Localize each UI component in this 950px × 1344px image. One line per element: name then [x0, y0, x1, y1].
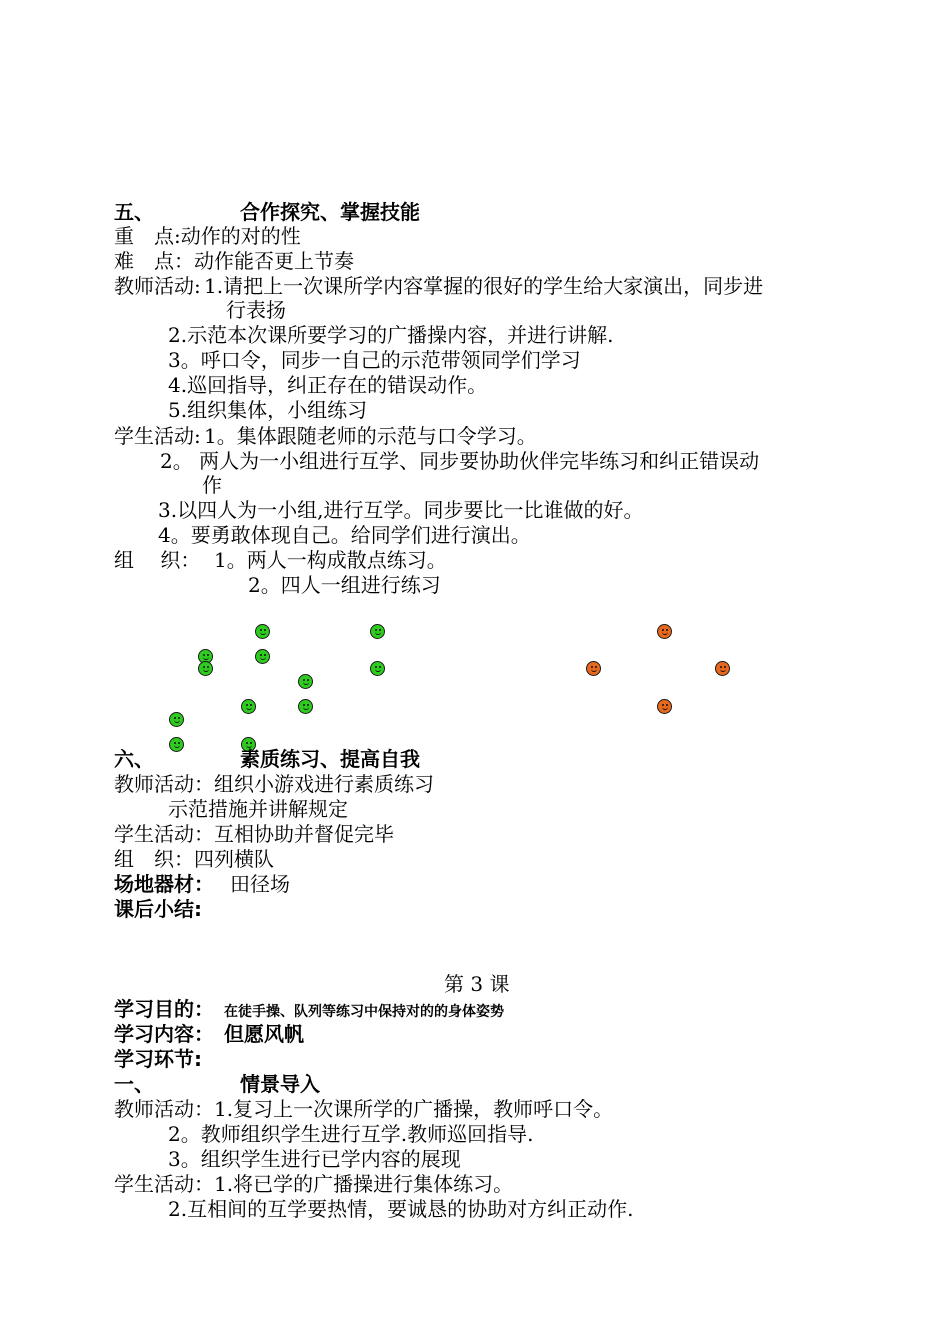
smiley-face-icon — [255, 624, 270, 639]
smiley-face-icon — [715, 661, 730, 676]
lesson-heading: 第 3 课 — [444, 972, 510, 996]
s6-student-activity: 学生活动：互相协助并督促完毕 — [114, 822, 394, 846]
organization-label: 组 织： — [114, 548, 201, 572]
learning-steps-label: 学习环节: — [114, 1047, 202, 1071]
learning-content: 但愿风帆 — [224, 1022, 304, 1046]
section-5-title: 合作探究、掌握技能 — [240, 200, 420, 224]
section-6-number: 六、 — [114, 747, 154, 771]
smiley-face-icon — [657, 699, 672, 714]
student-activity-1: 1。集体跟随老师的示范与口令学习。 — [204, 424, 537, 448]
section-5-number: 五、 — [114, 200, 154, 224]
teacher-activity-2: 2.示范本次课所要学习的广播操内容，并进行讲解. — [168, 323, 614, 347]
smiley-face-icon — [586, 661, 601, 676]
smiley-face-icon — [298, 699, 313, 714]
learning-content-label: 学习内容： — [114, 1022, 214, 1046]
smiley-face-icon — [255, 649, 270, 664]
l3-student-activity-1: 学生活动：1.将已学的广播操进行集体练习。 — [114, 1172, 514, 1196]
s6-organization: 组 织：四列横队 — [114, 847, 274, 871]
student-activity-4: 4。要勇敢体现自己。给同学们进行演出。 — [158, 523, 531, 547]
smiley-face-icon — [198, 661, 213, 676]
organization-2: 2。四人一组进行练习 — [248, 573, 441, 597]
section-6-title: 素质练习、提高自我 — [240, 747, 420, 771]
learning-goal-label: 学习目的： — [114, 997, 214, 1021]
smiley-face-icon — [169, 712, 184, 727]
student-activity-3: 3.以四人为一小组,进行互学。同步要比一比谁做的好。 — [158, 498, 644, 522]
smiley-face-icon — [298, 674, 313, 689]
smiley-face-icon — [370, 661, 385, 676]
student-activity-2: 2。 两人为一小组进行互学、同步要协助伙伴完毕练习和纠正错误动 — [160, 449, 760, 473]
smiley-face-icon — [370, 624, 385, 639]
difficulty: 难 点：动作能否更上节奏 — [114, 249, 354, 273]
after-class-summary-label: 课后小结: — [114, 897, 202, 921]
venue-label: 场地器材： — [114, 872, 214, 896]
teacher-activity-4: 4.巡回指导，纠正存在的错误动作。 — [168, 373, 488, 397]
teacher-activity-3: 3。呼口令，同步一自己的示范带领同学们学习 — [168, 348, 581, 372]
student-activity-2-cont: 作 — [202, 473, 222, 497]
s6-teacher-activity: 教师活动：组织小游戏进行素质练习 — [114, 772, 434, 796]
l3-teacher-activity-1: 教师活动：1.复习上一次课所学的广播操，教师呼口令。 — [114, 1097, 614, 1121]
teacher-activity-1-cont: 行表扬 — [226, 298, 286, 322]
l3-teacher-activity-3: 3。组织学生进行已学内容的展现 — [168, 1147, 461, 1171]
teacher-activity-label: 教师活动: — [114, 274, 201, 298]
learning-goal: 在徒手操、队列等练习中保持对的的身体姿势 — [224, 1004, 504, 1020]
venue-value: 田径场 — [230, 872, 290, 896]
organization-1: 1。两人一构成散点练习。 — [214, 548, 447, 572]
smiley-face-icon — [241, 699, 256, 714]
l3-student-activity-2: 2.互相间的互学要热情，要诚恳的协助对方纠正动作. — [168, 1197, 634, 1221]
student-activity-label: 学生活动: — [114, 424, 201, 448]
l3-teacher-activity-2: 2。教师组织学生进行互学.教师巡回指导. — [168, 1122, 534, 1146]
teacher-activity-5: 5.组织集体，小组练习 — [168, 398, 368, 422]
smiley-face-icon — [169, 737, 184, 752]
teacher-activity-1: 1.请把上一次课所学内容掌握的很好的学生给大家演出，同步进 — [204, 274, 764, 298]
key-point: 重 点:动作的对的性 — [114, 224, 301, 248]
step-1-number: 一、 — [114, 1072, 154, 1096]
step-1-title: 情景导入 — [240, 1072, 320, 1096]
s6-teacher-activity-2: 示范措施并讲解规定 — [168, 797, 348, 821]
smiley-face-icon — [657, 624, 672, 639]
